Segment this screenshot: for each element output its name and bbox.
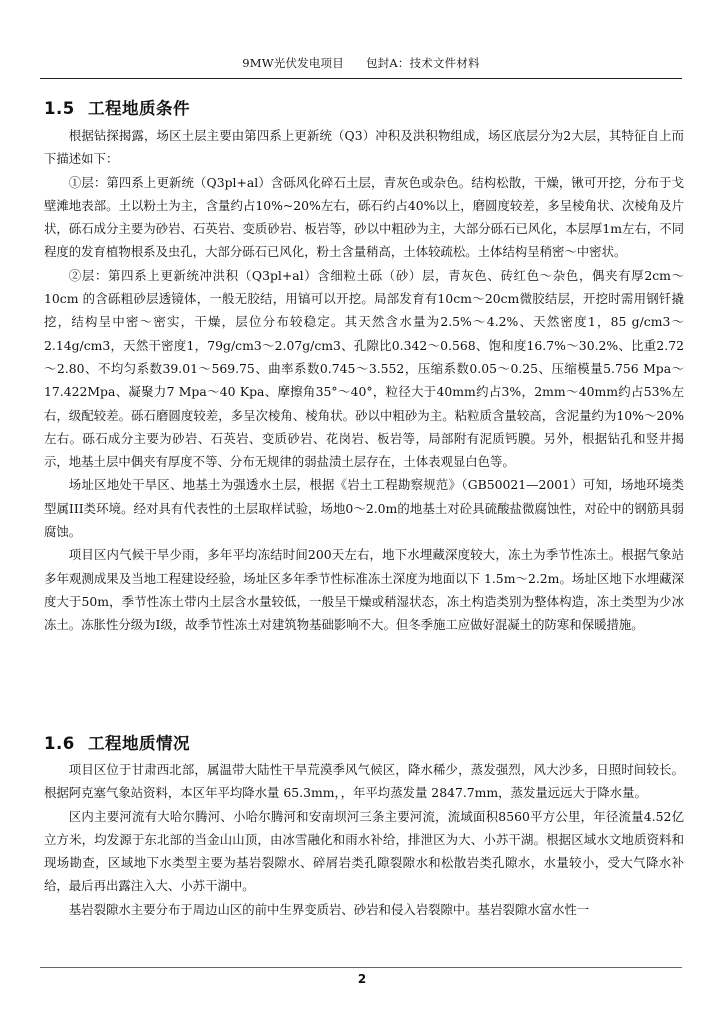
footer-divider xyxy=(40,967,682,968)
section-number: 1.6 xyxy=(44,734,75,753)
section-body-1-5 xyxy=(44,124,684,637)
section-heading-1-6 xyxy=(44,730,190,754)
paragraph: 场址区地处干旱区、地基土为强透水土层，根据《岩土工程勘察规范》（GB50021—2001）可知，场地环境类型属III类环境。经对具有代表性的土层取样试验，场地0～2.0m的地基土对砼具硫酸盐微腐蚀性，对砼中的钢筋具弱腐蚀。 xyxy=(44,477,684,540)
paragraph: 区内主要河流有大哈尔腾河、小哈尔腾河和安南坝河三条主要河流，流域面积8560平方公里，年径流量4.52亿立方米，均发源于东北部的当金山山顶，由冰雪融化和雨水补给，排泄区为大、小苏干湖。根据区域水文地质资料和现场勘查，区域地下水类型主要为基岩裂隙水、碎屑岩类孔隙裂隙水和松散岩类孔隙水，水量较小，受大气降水补给，最后再出露注入大、小苏干湖中。 xyxy=(44,808,684,894)
paragraph: 根据钻探揭露，场区土层主要由第四系上更新统（Q3）冲积及洪积物组成，场区底层分为2大层，其特征自上而下描述如下： xyxy=(44,128,684,167)
paragraph: 项目区位于甘肃西北部，属温带大陆性干旱荒漠季风气候区，降水稀少，蒸发强烈，风大沙多，日照时间较长。根据阿克塞气象站资料，本区年平均降水量 65.3mm，，年平均蒸发量 2847.7mm，蒸发量远远大于降水量。 xyxy=(44,762,684,801)
header-divider xyxy=(40,78,682,79)
header-package-title: 包封A：技术文件材料 xyxy=(365,56,480,70)
section-number: 1.5 xyxy=(44,99,75,118)
paragraph: ②层：第四系上更新统冲洪积（Q3pl+al）含细粒土砾（砂）层，青灰色、砖红色～杂色，偶夹有厚2cm～10cm 的含砾粗砂层透镜体，一般无胶结，用镐可以开挖。局部发育有10cm～20cm微胶结层，开挖时需用钢钎撬挖，结构呈中密～密实，干燥，层位分布较稳定。其天然含水量为2.5%～4.2%、天然密度1，85 g/cm3～2.14g/cm3，天然干密度1，79g/cm3～2.07g/cm3、孔隙比0.342～0.568、饱和度16.7%～30.2%、比重2.72～2.80、不均匀系数39.01～569.75、曲率系数0.745～3.552，压缩系数0.05～0.25、压缩模量5.756 Mpa～17.422Mpa、凝聚力7 Mpa～40 Kpa、摩擦角35°～40°，粒径大于40mm约占3%，2mm～40mm约占53%左右，级配较差。砾石磨圆度较差，多呈次棱角、棱角状。砂以中粗砂为主。粘粒质含量较高，含泥量约为10%～20%左右。砾石成分主要为砂岩、石英岩、变质砂岩、花岗岩、板岩等，局部附有泥质钙膜。另外，根据钻孔和竖井揭示，地基土层中偶夹有厚度不等、分布无规律的弱盐渍土层存在，土体表观显白色等。 xyxy=(44,267,684,470)
paragraph: 项目区内气候干旱少雨，多年平均冻结时间200天左右，地下水埋藏深度较大，冻土为季节性冻土。根据气象站多年观测成果及当地工程建设经验，场址区多年季节性标准冻土深度为地面以下 1.5m～2.2m。场址区地下水埋藏深度大于50m，季节性冻土带内土层含水量较低，一般呈干燥或稍湿状态，冻土构造类别为整体构造，冻土类型为少冰冻土。冻胀性分级为Ⅰ级，故季节性冻土对建筑物基础影响不大。但冬季施工应做好混凝土的防寒和保暖措施。 xyxy=(44,547,684,633)
section-title: 工程地质情况 xyxy=(88,734,190,753)
page-number: 2 xyxy=(357,972,367,986)
paragraph: 基岩裂隙水主要分布于周边山区的前中生界变质岩、砂岩和侵入岩裂隙中。基岩裂隙水富水性一 xyxy=(68,901,590,917)
paragraph: ①层：第四系上更新统（Q3pl+al）含砾风化碎石土层，青灰色或杂色。结构松散，干燥，锹可开挖，分布于戈壁滩地表部。土以粉土为主，含量约占10%~20%左右，砾石约占40%以上，磨圆度较差，多呈棱角状、次棱角及片状，砾石成分主要为砂岩、石英岩、变质砂岩、板岩等，砂以中粗砂为主，大部分砾石已风化，本层厚1m左右，不同程度的发育植物根系及虫孔，大部分砾石已风化，粉土含量稍高，土体较疏松。土体结构呈稍密～中密状。 xyxy=(44,174,684,260)
section-heading-1-5 xyxy=(44,95,190,119)
section-title: 工程地质条件 xyxy=(88,99,190,118)
header-project-title: 9MW光伏发电项目 xyxy=(242,56,344,70)
page-header xyxy=(40,55,682,71)
section-body-1-6 xyxy=(44,758,684,921)
